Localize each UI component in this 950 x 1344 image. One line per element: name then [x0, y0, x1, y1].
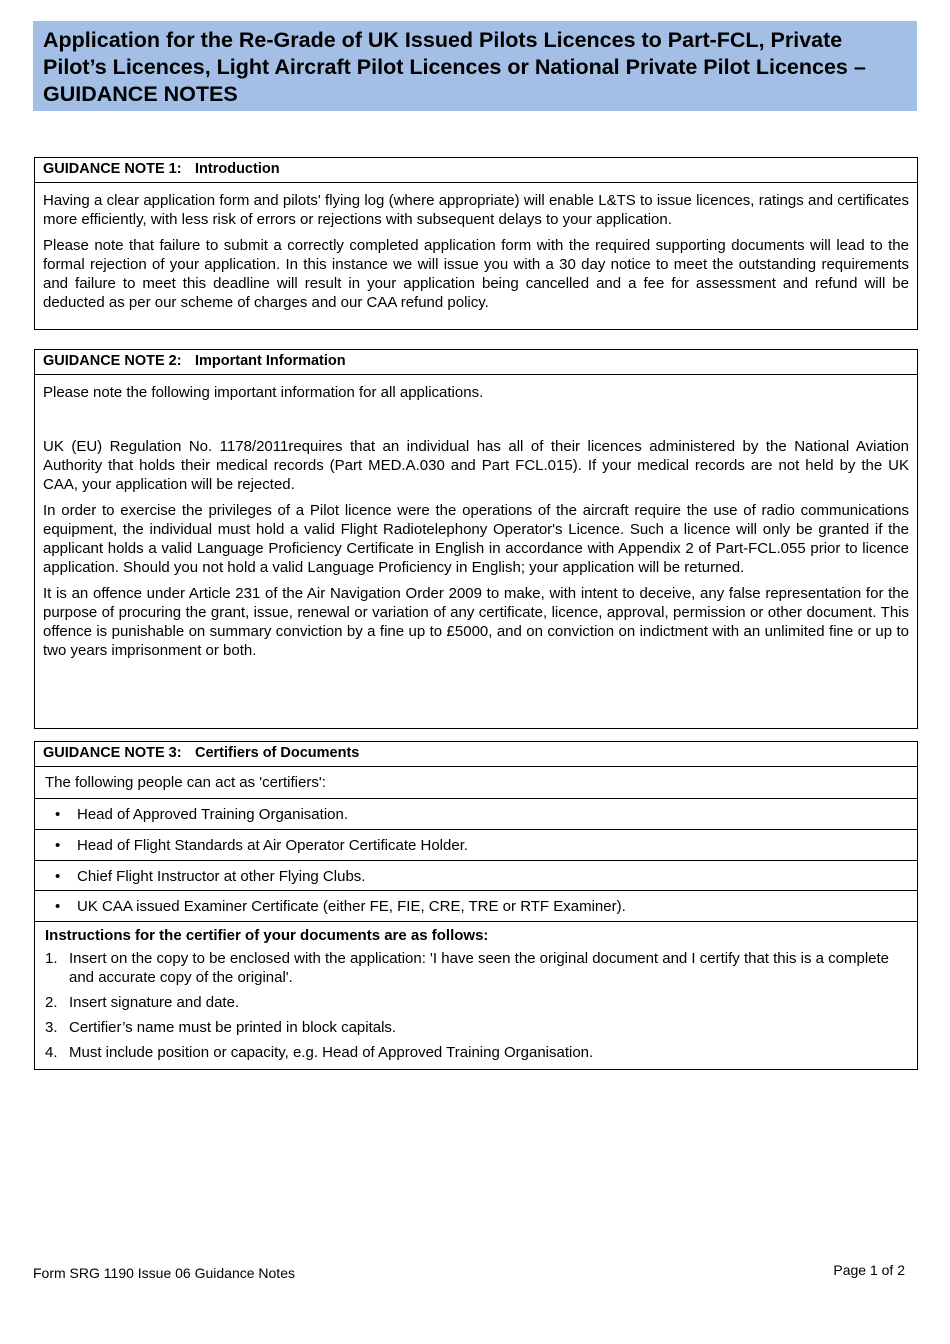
- note-label: GUIDANCE NOTE 2:: [43, 353, 182, 369]
- paragraph: Please note the following important information for all applications.: [43, 384, 484, 401]
- paragraph: Having a clear application form and pilots' flying log (where appropriate) will enable L&TS to issue licences, ratings and certificates more efficiently, with less risk of errors or rejections with subsequent delays to your application.: [43, 192, 909, 228]
- paragraph: UK (EU) Regulation No. 1178/2011requires that an individual has all of their licences administered by the National Aviation Authority that holds their medical records (Part MED.A.030 and Part FCL.015). If your medical records are not held by the UK CAA, your application will be rejected.: [43, 438, 909, 493]
- certifier-item: • Head of Approved Training Organisation.: [35, 799, 917, 830]
- guidance-note-2: [34, 349, 918, 729]
- item-number: 2.: [45, 994, 58, 1011]
- note-label: GUIDANCE NOTE 3:: [43, 745, 182, 761]
- certifier-item: • UK CAA issued Examiner Certificate (either FE, FIE, CRE, TRE or RTF Examiner).: [35, 891, 917, 922]
- document-title: Application for the Re-Grade of UK Issued Pilots Licences to Part-FCL, Private Pilot’s Licences, Light Aircraft Pilot Licences or National Private Pilot Licences – GUIDANCE NOTES: [33, 21, 917, 111]
- paragraph: In order to exercise the privileges of a Pilot licence were the operations of the aircraft require the use of radio communications equipment, the individual must hold a valid Flight Radiotelephony Operator's Licence. Such a licence will only be granted if the applicant holds a valid Language Proficiency Certificate in English in accordance with Appendix 2 of Part-FCL.055 prior to licence application. Should you not hold a valid Language Proficiency in English; your application will be returned.: [43, 502, 909, 576]
- instruction-item: [45, 993, 907, 1012]
- note-heading: Introduction: [195, 161, 280, 177]
- certifier-item: • Head of Flight Standards at Air Operator Certificate Holder.: [35, 830, 917, 861]
- note-header: [35, 158, 917, 183]
- page-number: Page 1 of 2: [833, 1262, 905, 1278]
- instruction-item: [45, 1018, 907, 1037]
- note-header: [35, 350, 917, 375]
- note-header: [35, 742, 917, 767]
- note-label: GUIDANCE NOTE 1:: [43, 161, 182, 177]
- instructions-heading: Instructions for the certifier of your documents are as follows:: [45, 927, 489, 944]
- note-heading: Certifiers of Documents: [195, 745, 360, 761]
- instruction-item: [45, 1043, 907, 1062]
- certifiers-intro: The following people can act as 'certifiers':: [35, 767, 917, 799]
- note-heading: Important Information: [195, 353, 346, 369]
- guidance-note-3: [34, 741, 918, 1070]
- item-text: Certifier’s name must be printed in block capitals.: [69, 1019, 397, 1036]
- certifier-item: • Chief Flight Instructor at other Flying Clubs.: [35, 861, 917, 891]
- instruction-item: [45, 949, 907, 987]
- item-number: 1.: [45, 950, 58, 967]
- form-reference: Form SRG 1190 Issue 06 Guidance Notes: [33, 1265, 295, 1281]
- item-text: Insert on the copy to be enclosed with the application: 'I have seen the original document and I certify that this is a complete and accurate copy of the original'.: [69, 950, 890, 986]
- item-text: Must include position or capacity, e.g. Head of Approved Training Organisation.: [69, 1044, 594, 1061]
- paragraph: It is an offence under Article 231 of the Air Navigation Order 2009 to make, with intent to deceive, any false representation for the purpose of procuring the grant, issue, renewal or variation of any certificate, licence, approval, permission or other document. This offence is punishable on summary conviction by a fine up to £5000, and on conviction on indictment with an unlimited fine or up to two years imprisonment or both.: [43, 585, 909, 659]
- item-number: 4.: [45, 1044, 58, 1061]
- instructions-list: [35, 945, 917, 1076]
- guidance-note-1: [34, 157, 918, 330]
- item-number: 3.: [45, 1019, 58, 1036]
- item-text: Insert signature and date.: [69, 994, 240, 1011]
- paragraph: Please note that failure to submit a correctly completed application form with the required supporting documents will lead to the formal rejection of your application. In this instance we will issue you with a 30 day notice to meet the outstanding requirements and failure to meet this deadline will result in your application being cancelled and a fee for assessment and refund will be deducted as per our scheme of charges and our CAA refund policy.: [43, 237, 909, 311]
